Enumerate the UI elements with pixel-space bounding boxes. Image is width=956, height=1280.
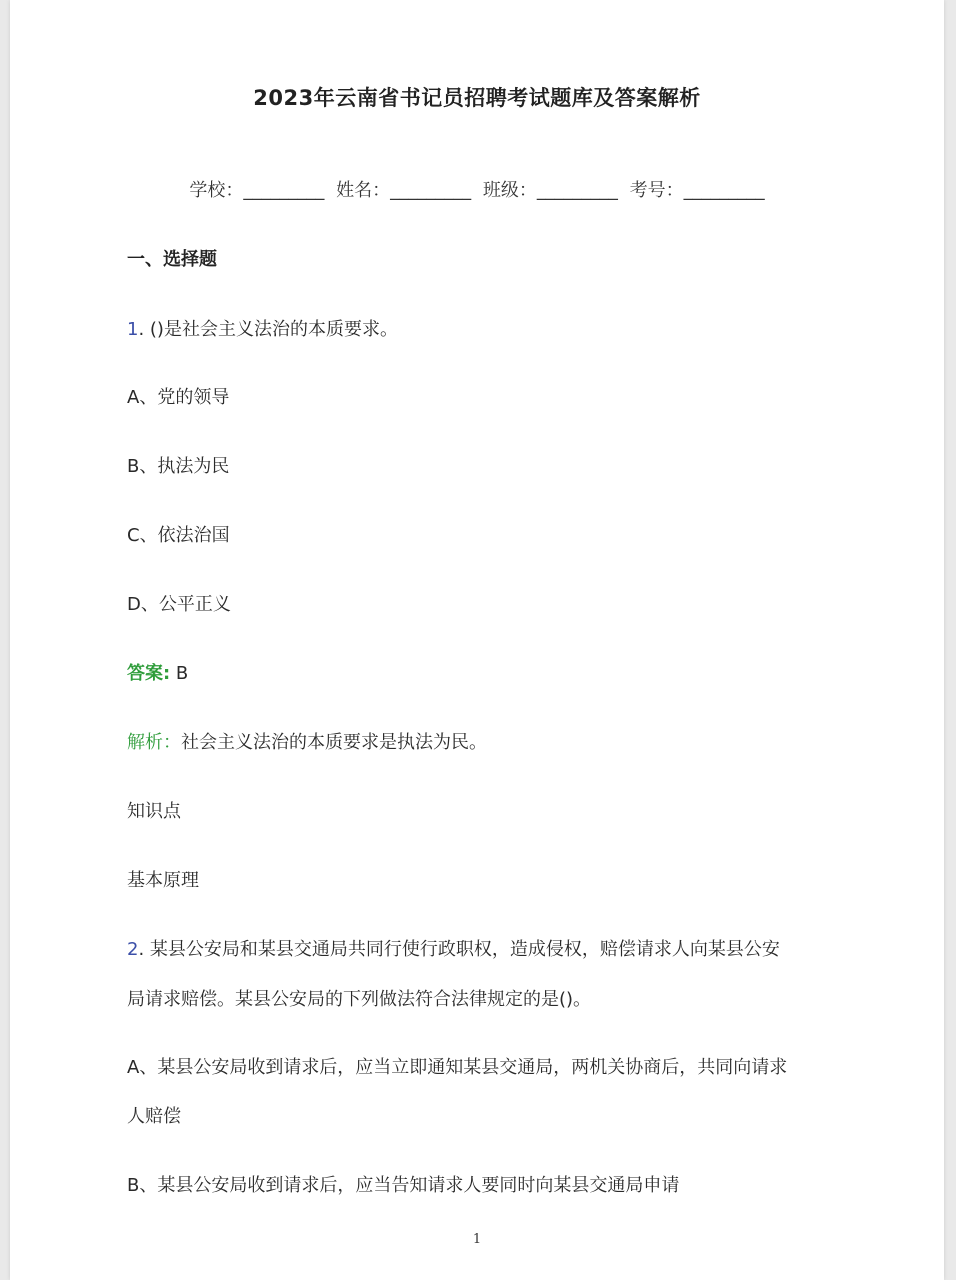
document-page bbox=[10, 0, 944, 1280]
q1-option-a: A、党的领导 bbox=[127, 387, 230, 408]
q2-option-a-line1: A、某县公安局收到请求后，应当立即通知某县交通局，两机关协商后，共同向请求 bbox=[127, 1057, 788, 1078]
q1-knowledge-label: 知识点 bbox=[127, 801, 181, 822]
name-field: 姓名：_________ bbox=[336, 180, 472, 201]
question-text-line1: . 某县公安局和某县交通局共同行使行政职权，造成侵权，赔偿请求人向某县公安 bbox=[138, 939, 780, 960]
exam-number-field: 考号：_________ bbox=[629, 180, 765, 201]
q1-option-c: C、依法治国 bbox=[127, 525, 230, 546]
document-title: 2023年云南省书记员招聘考试题库及答案解析 bbox=[253, 86, 701, 110]
q2-option-b: B、某县公安局收到请求后，应当告知请求人要同时向某县交通局申请 bbox=[127, 1175, 680, 1196]
section-heading: 一、选择题 bbox=[127, 249, 217, 270]
analysis-label: 解析： bbox=[127, 732, 181, 753]
answer-label: 答案: bbox=[127, 663, 171, 684]
q1-option-b: B、执法为民 bbox=[127, 456, 230, 477]
question-1 bbox=[127, 315, 398, 341]
analysis-text: 社会主义法治的本质要求是执法为民。 bbox=[181, 732, 487, 753]
question-2 bbox=[127, 935, 780, 961]
q1-analysis bbox=[127, 728, 487, 754]
q1-answer bbox=[127, 659, 188, 685]
question-number: 2 bbox=[127, 939, 139, 960]
student-info-fields bbox=[10, 176, 944, 202]
question-text-line2: 局请求赔偿。某县公安局的下列做法符合法律规定的是()。 bbox=[127, 989, 592, 1010]
school-field: 学校：_________ bbox=[189, 180, 325, 201]
q1-option-d: D、公平正义 bbox=[127, 594, 231, 615]
q2-option-a-line2: 人赔偿 bbox=[127, 1106, 181, 1127]
question-number: 1 bbox=[127, 319, 139, 340]
q1-knowledge-value: 基本原理 bbox=[127, 870, 199, 891]
answer-value: B bbox=[170, 663, 189, 684]
page-number: 1 bbox=[472, 1232, 482, 1247]
class-field: 班级：_________ bbox=[482, 180, 618, 201]
question-text: . ()是社会主义法治的本质要求。 bbox=[138, 319, 398, 340]
